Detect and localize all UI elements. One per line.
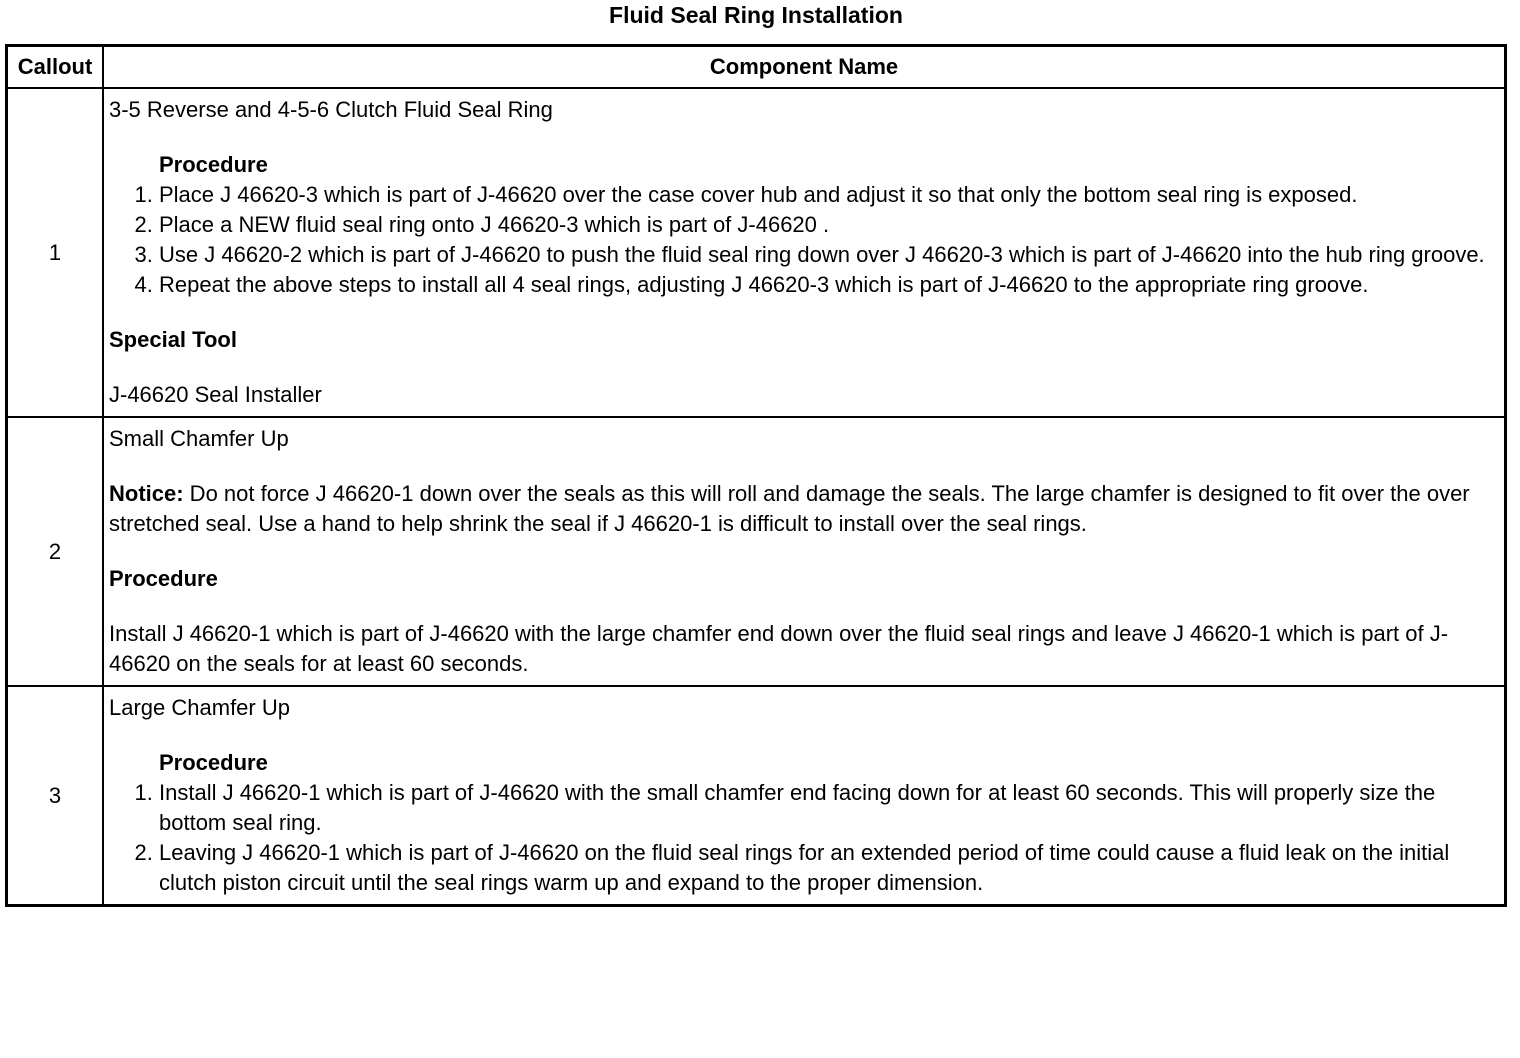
table-row (7, 88, 1506, 417)
component-name: Small Chamfer Up (109, 426, 289, 451)
procedure-text: Install J 46620-1 which is part of J-46620 with the large chamfer end down over the fluid seal rings and leave J 46620-1 which is part of J-46620 on the seals for at least 60 seconds. (109, 621, 1449, 676)
component-cell (103, 88, 1506, 417)
callout-column-header: Callout (7, 46, 104, 89)
procedure-step: 2. Leaving J 46620-1 which is part of J-46620 on the fluid seal rings for an extended period of time could cause a fluid leak on the initial clutch piston circuit until the seal rings warm up and expand to the proper dimension. (159, 838, 1498, 898)
component-name-column-header: Component Name (103, 46, 1506, 89)
table-row (7, 686, 1506, 906)
table-header-row (7, 46, 1506, 89)
callout-number: 1 (7, 88, 104, 417)
special-tool-name: J-46620 Seal Installer (109, 382, 322, 407)
procedure-step: 1. Place J 46620-3 which is part of J-46620 over the case cover hub and adjust it so that only the bottom seal ring is exposed. (159, 180, 1498, 210)
procedure-step: 4. Repeat the above steps to install all 4 seal rings, adjusting J 46620-3 which is part of J-46620 to the appropriate ring groove. (159, 270, 1498, 300)
callout-number: 3 (7, 686, 104, 906)
procedure-step: 1. Install J 46620-1 which is part of J-46620 with the small chamfer end facing down for at least 60 seconds. This will properly size the bottom seal ring. (159, 778, 1498, 838)
procedure-step: 2. Place a NEW fluid seal ring onto J 46620-3 which is part of J-46620 . (159, 210, 1498, 240)
document-title: Fluid Seal Ring Installation (609, 2, 903, 28)
callout-number: 2 (7, 417, 104, 686)
component-cell (103, 417, 1506, 686)
component-name: 3-5 Reverse and 4-5-6 Clutch Fluid Seal Ring (109, 97, 553, 122)
component-name: Large Chamfer Up (109, 695, 290, 720)
procedure-heading: Procedure (159, 152, 268, 177)
procedure-steps (109, 778, 1498, 898)
notice-paragraph (109, 479, 1498, 539)
component-table (5, 44, 1507, 907)
notice-text: Do not force J 46620-1 down over the seals as this will roll and damage the seals. The large chamfer is designed to fit over the over stretched seal. Use a hand to help shrink the seal if J 46620-1 is difficult to install over the seal rings. (109, 481, 1470, 536)
procedure-steps (109, 180, 1498, 300)
procedure-heading: Procedure (109, 566, 218, 591)
notice-label: Notice: (109, 481, 184, 506)
procedure-heading: Procedure (159, 750, 268, 775)
special-tool-heading: Special Tool (109, 327, 237, 352)
table-row (7, 417, 1506, 686)
procedure-step: 3. Use J 46620-2 which is part of J-46620 to push the fluid seal ring down over J 46620-3 which is part of J-46620 into the hub ring groove. (159, 240, 1498, 270)
component-cell (103, 686, 1506, 906)
